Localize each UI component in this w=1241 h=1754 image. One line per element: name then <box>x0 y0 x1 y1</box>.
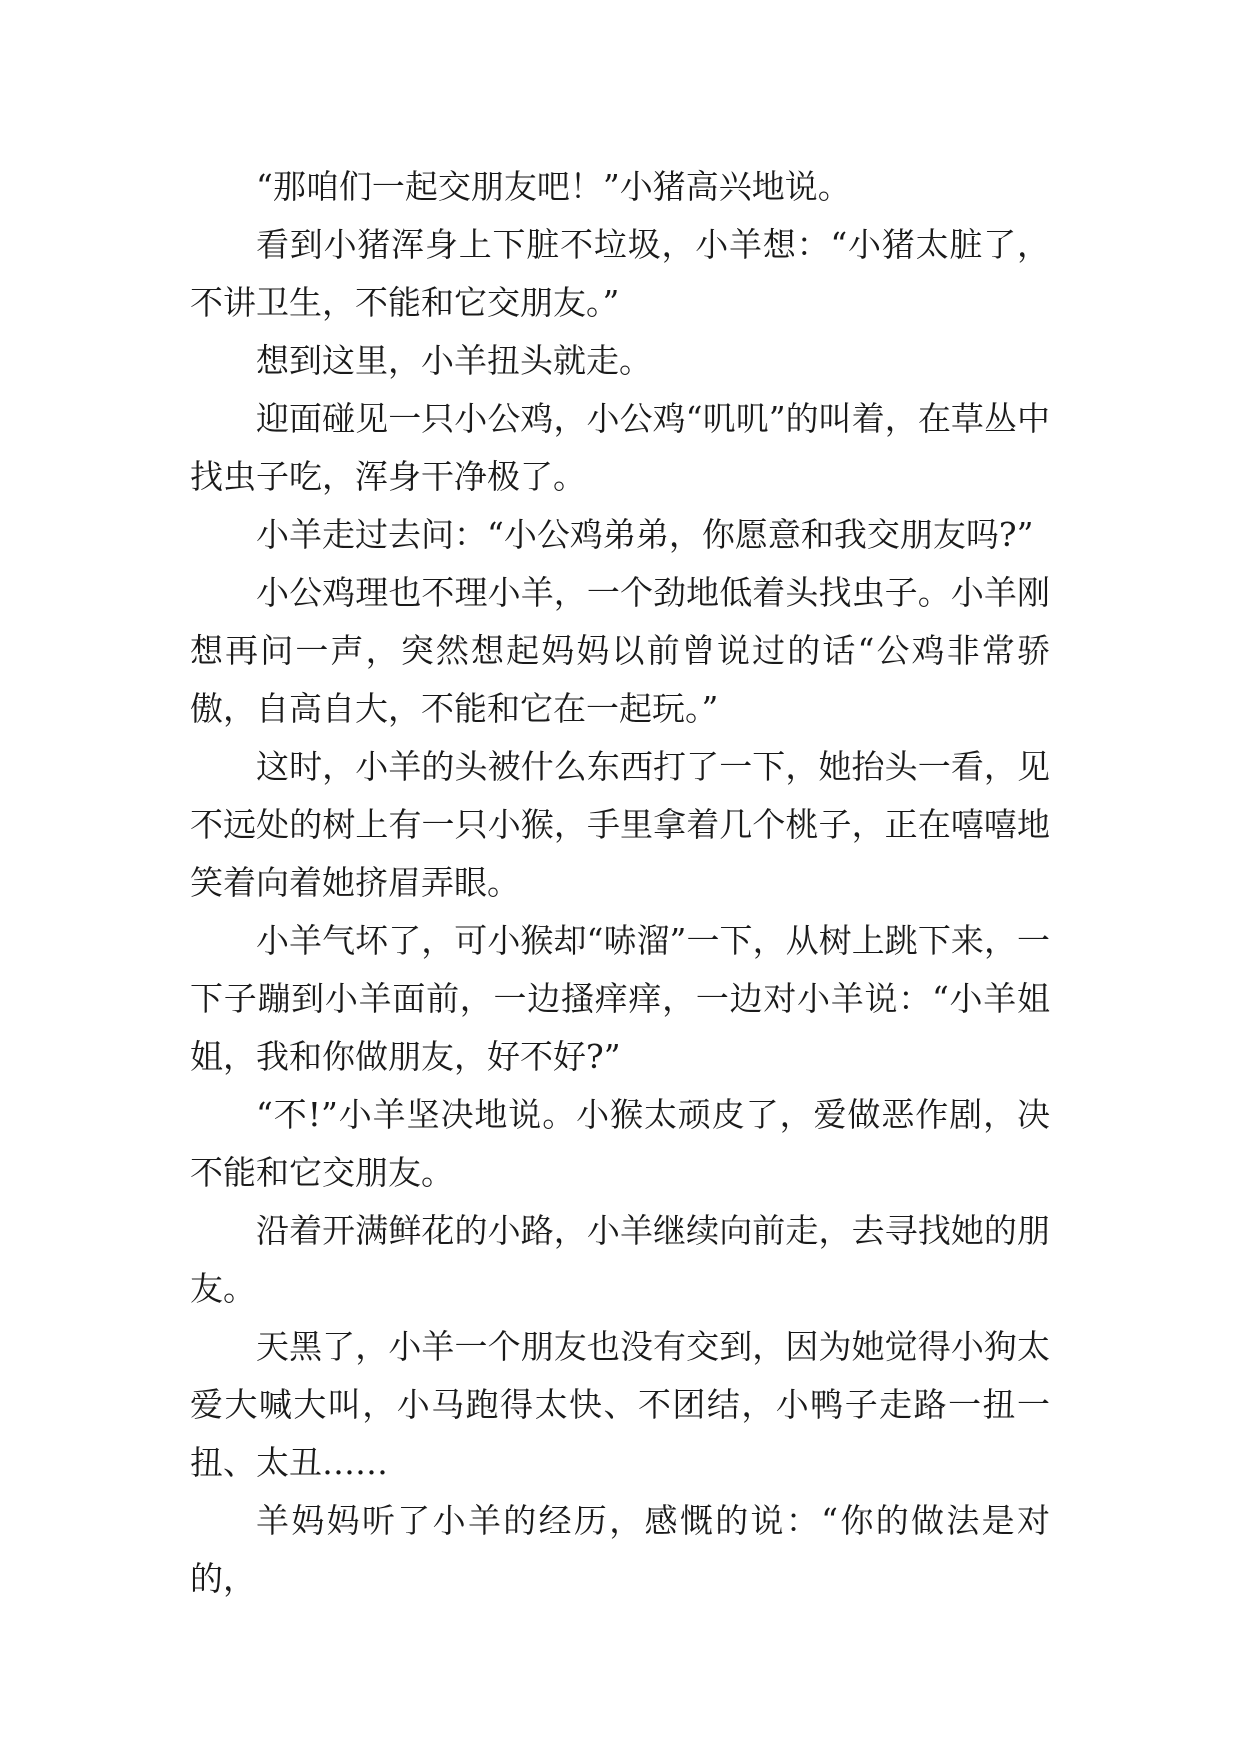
paragraph: 迎面碰见一只小公鸡，小公鸡“叽叽”的叫着，在草丛中找虫子吃，浑身干净极了。 <box>190 399 1050 496</box>
paragraph: 看到小猪浑身上下脏不垃圾，小羊想：“小猪太脏了，不讲卫生，不能和它交朋友。” <box>190 225 1050 322</box>
paragraph: “那咱们一起交朋友吧！”小猪高兴地说。 <box>256 167 851 206</box>
paragraph: “不!”小羊坚决地说。小猴太顽皮了，爱做恶作剧，决不能和它交朋友。 <box>190 1095 1050 1192</box>
paragraph: 小公鸡理也不理小羊，一个劲地低着头找虫子。小羊刚想再问一声，突然想起妈妈以前曾说过的话“公鸡非常骄傲，自高自大，不能和它在一起玩。” <box>190 573 1050 728</box>
paragraph: 羊妈妈听了小羊的经历，感慨的说：“你的做法是对的， <box>190 1501 1050 1598</box>
paragraph: 沿着开满鲜花的小路，小羊继续向前走，去寻找她的朋友。 <box>190 1211 1050 1308</box>
paragraph: 这时，小羊的头被什么东西打了一下，她抬头一看，见不远处的树上有一只小猴，手里拿着几个桃子，正在嘻嘻地笑着向着她挤眉弄眼。 <box>190 747 1050 902</box>
paragraph: 天黑了，小羊一个朋友也没有交到，因为她觉得小狗太爱大喊大叫，小马跑得太快、不团结，小鸭子走路一扭一扭、太丑…… <box>190 1327 1050 1482</box>
paragraph: 小羊气坏了，可小猴却“哧溜”一下，从树上跳下来，一下子蹦到小羊面前，一边搔痒痒，一边对小羊说：“小羊姐姐，我和你做朋友，好不好?” <box>190 921 1050 1076</box>
story-text <box>190 158 1050 1608</box>
paragraph: 想到这里，小羊扭头就走。 <box>256 341 652 380</box>
paragraph: 小羊走过去问：“小公鸡弟弟，你愿意和我交朋友吗?” <box>256 515 1034 554</box>
